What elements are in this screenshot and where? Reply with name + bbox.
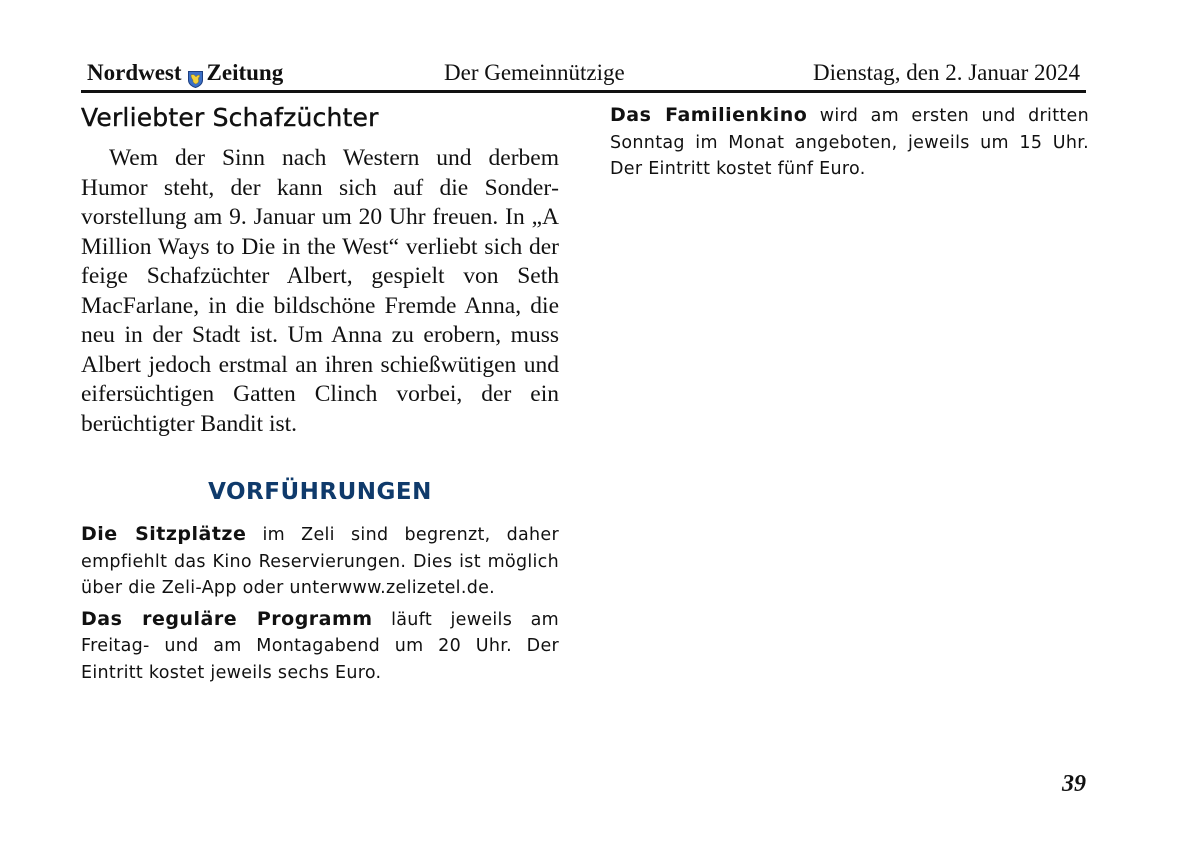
info-paragraph <box>81 606 559 687</box>
right-column <box>610 102 1089 187</box>
header-rule <box>81 90 1086 93</box>
info-lead: Die Sitzplätze <box>81 523 247 545</box>
issue-title: Der Gemeinnützige <box>444 60 625 85</box>
info-text: im Zeli sind begrenzt, daher empfiehlt das Kino Reservierungen. Dies ist möglich über die Zeli-App oder unterwww.zelizetel.de. <box>81 525 559 598</box>
masthead-left-text: Nordwest <box>87 60 182 85</box>
info-lead: Das Familienkino <box>610 104 808 126</box>
info-text: wird am ersten und dritten Sonntag im Monat angeboten, jeweils um 15 Uhr. Der Eintritt kostet fünf Euro. <box>610 106 1089 179</box>
info-paragraph <box>81 521 559 602</box>
page-header <box>81 58 1086 90</box>
masthead-right-text: Zeitung <box>206 60 284 85</box>
article-body: Wem der Sinn nach Western und derbem Humor steht, der kann sich auf die Sondervorstellung am 9. Januar um 20 Uhr freuen. In „A Million Ways to Die in the West“ verliebt sich der feige Schafzüchter Albert, gespielt von Seth MacFarlane, in die bildschöne Fremde Anna, die neu in der Stadt ist. Um Anna zu erobern, muss Albert jedoch erstmal an ihren schießwütigen und eifersüchtigen Gatten Clinch vorbei, der ein berüchtigter Bandit ist. <box>81 145 559 437</box>
article-title: Verliebter Schafzüchter <box>81 103 379 132</box>
page-number: 39 <box>1062 771 1086 797</box>
info-lead: Das reguläre Programm <box>81 607 373 630</box>
info-paragraph <box>610 102 1089 183</box>
coat-of-arms-icon <box>188 66 203 83</box>
issue-date: Dienstag, den 2. Januar 2024 <box>813 60 1080 85</box>
info-text: läuft jeweils am Freitag- und am Montagabend um 20 Uhr. Der Eintritt kostet jeweils sechs Euro. <box>81 609 559 683</box>
newspaper-masthead <box>87 58 283 88</box>
left-column <box>81 102 559 690</box>
section-heading: VORFÜHRUNGEN <box>208 479 432 505</box>
